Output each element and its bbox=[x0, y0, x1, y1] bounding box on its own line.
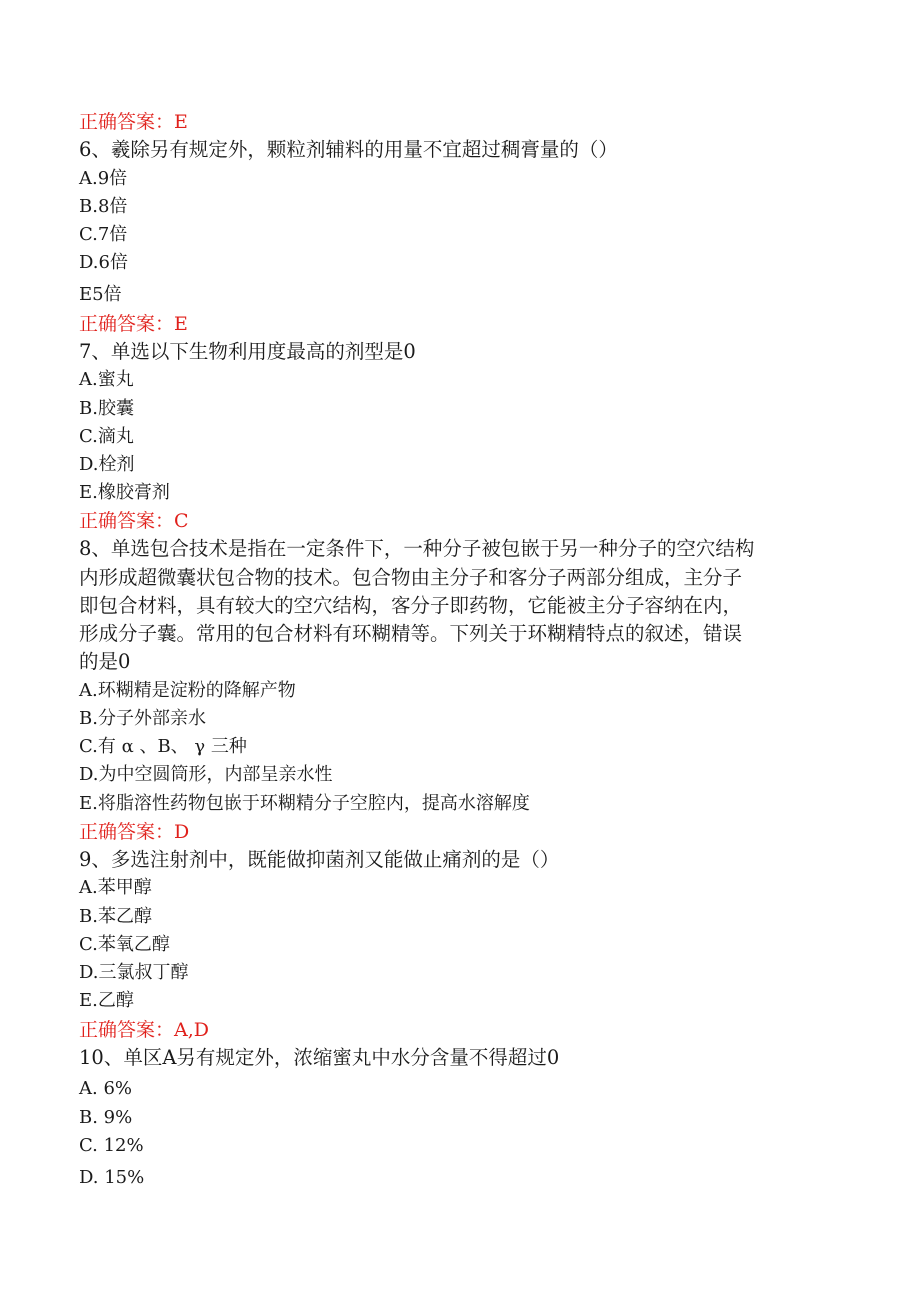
question-9-option-a: A.苯甲醇 bbox=[79, 877, 152, 898]
question-9-text: 9、多选注射剂中，既能做抑菌剂又能做止痛剂的是（） bbox=[79, 848, 560, 871]
question-10-option-b: B. 9% bbox=[79, 1107, 133, 1128]
question-8-text-line-2: 内形成超微囊状包合物的技术。包合物由主分子和客分子两部分组成，主分子 bbox=[79, 566, 743, 589]
question-10-option-c: C. 12% bbox=[79, 1135, 144, 1156]
question-7-option-b: B.胶囊 bbox=[79, 398, 134, 419]
answer-value: E bbox=[174, 313, 188, 335]
question-8-text-line-5: 的是0 bbox=[79, 650, 131, 673]
question-8-option-e: E.将脂溶性药物包嵌于环糊精分子空腔内，提高水溶解度 bbox=[79, 793, 530, 814]
question-9-option-b: B.苯乙醇 bbox=[79, 906, 152, 927]
question-9-option-d: D.三氯叔丁醇 bbox=[79, 962, 189, 983]
question-6-option-a: A.9倍 bbox=[79, 168, 128, 189]
question-10-option-a: A. 6% bbox=[79, 1078, 132, 1099]
answer-value: C bbox=[174, 510, 189, 532]
answer-line-6 bbox=[79, 312, 188, 336]
answer-label: 正确答案： bbox=[79, 313, 175, 335]
question-10-text: 10、单区A另有规定外，浓缩蜜丸中水分含量不得超过0 bbox=[79, 1046, 560, 1069]
answer-label: 正确答案： bbox=[79, 510, 175, 532]
question-8-text-line-1: 8、单选包合技术是指在一定条件下，一种分子被包嵌于另一种分子的空穴结构 bbox=[79, 537, 755, 560]
answer-line-8 bbox=[79, 820, 189, 844]
answer-value: A,D bbox=[174, 1019, 210, 1041]
question-8-text-line-3: 即包合材料，具有较大的空穴结构，客分子即药物，它能被主分子容纳在内， bbox=[79, 594, 743, 617]
question-8-text-line-4: 形成分子囊。常用的包合材料有环糊精等。下列关于环糊精特点的叙述，错误 bbox=[79, 622, 743, 645]
question-9-option-c: C.苯氧乙醇 bbox=[79, 934, 170, 955]
question-6-option-d: D.6倍 bbox=[79, 252, 128, 273]
question-8-option-d: D.为中空圆筒形，内部呈亲水性 bbox=[79, 764, 333, 785]
question-6-option-e: E5倍 bbox=[79, 284, 122, 305]
question-9-option-e: E.乙醇 bbox=[79, 990, 134, 1011]
answer-value: E bbox=[174, 111, 188, 133]
answer-label: 正确答案： bbox=[79, 111, 175, 133]
question-8-option-b: B.分子外部亲水 bbox=[79, 708, 206, 729]
question-10-option-d: D. 15% bbox=[79, 1167, 145, 1188]
question-7-text: 7、单选以下生物利用度最高的剂型是0 bbox=[79, 340, 416, 363]
question-7-option-d: D.栓剂 bbox=[79, 454, 135, 475]
answer-label: 正确答案： bbox=[79, 821, 175, 843]
question-7-option-a: A.蜜丸 bbox=[79, 369, 134, 390]
answer-line-9 bbox=[79, 1018, 209, 1042]
question-8-option-a: A.环糊精是淀粉的降解产物 bbox=[79, 680, 296, 701]
question-7-option-e: E.橡胶膏剂 bbox=[79, 482, 170, 503]
question-8-option-c: C.有 α 、B、 γ 三种 bbox=[79, 736, 247, 757]
answer-value: D bbox=[174, 821, 190, 843]
answer-label: 正确答案： bbox=[79, 1019, 175, 1041]
question-6-option-b: B.8倍 bbox=[79, 196, 128, 217]
question-6-option-c: C.7倍 bbox=[79, 224, 128, 245]
question-7-option-c: C.滴丸 bbox=[79, 426, 134, 447]
question-6-text: 6、羲除另有规定外，颗粒剂辅料的用量不宜超过稠膏量的（） bbox=[79, 138, 618, 161]
answer-line-5 bbox=[79, 110, 188, 134]
answer-line-7 bbox=[79, 509, 189, 533]
